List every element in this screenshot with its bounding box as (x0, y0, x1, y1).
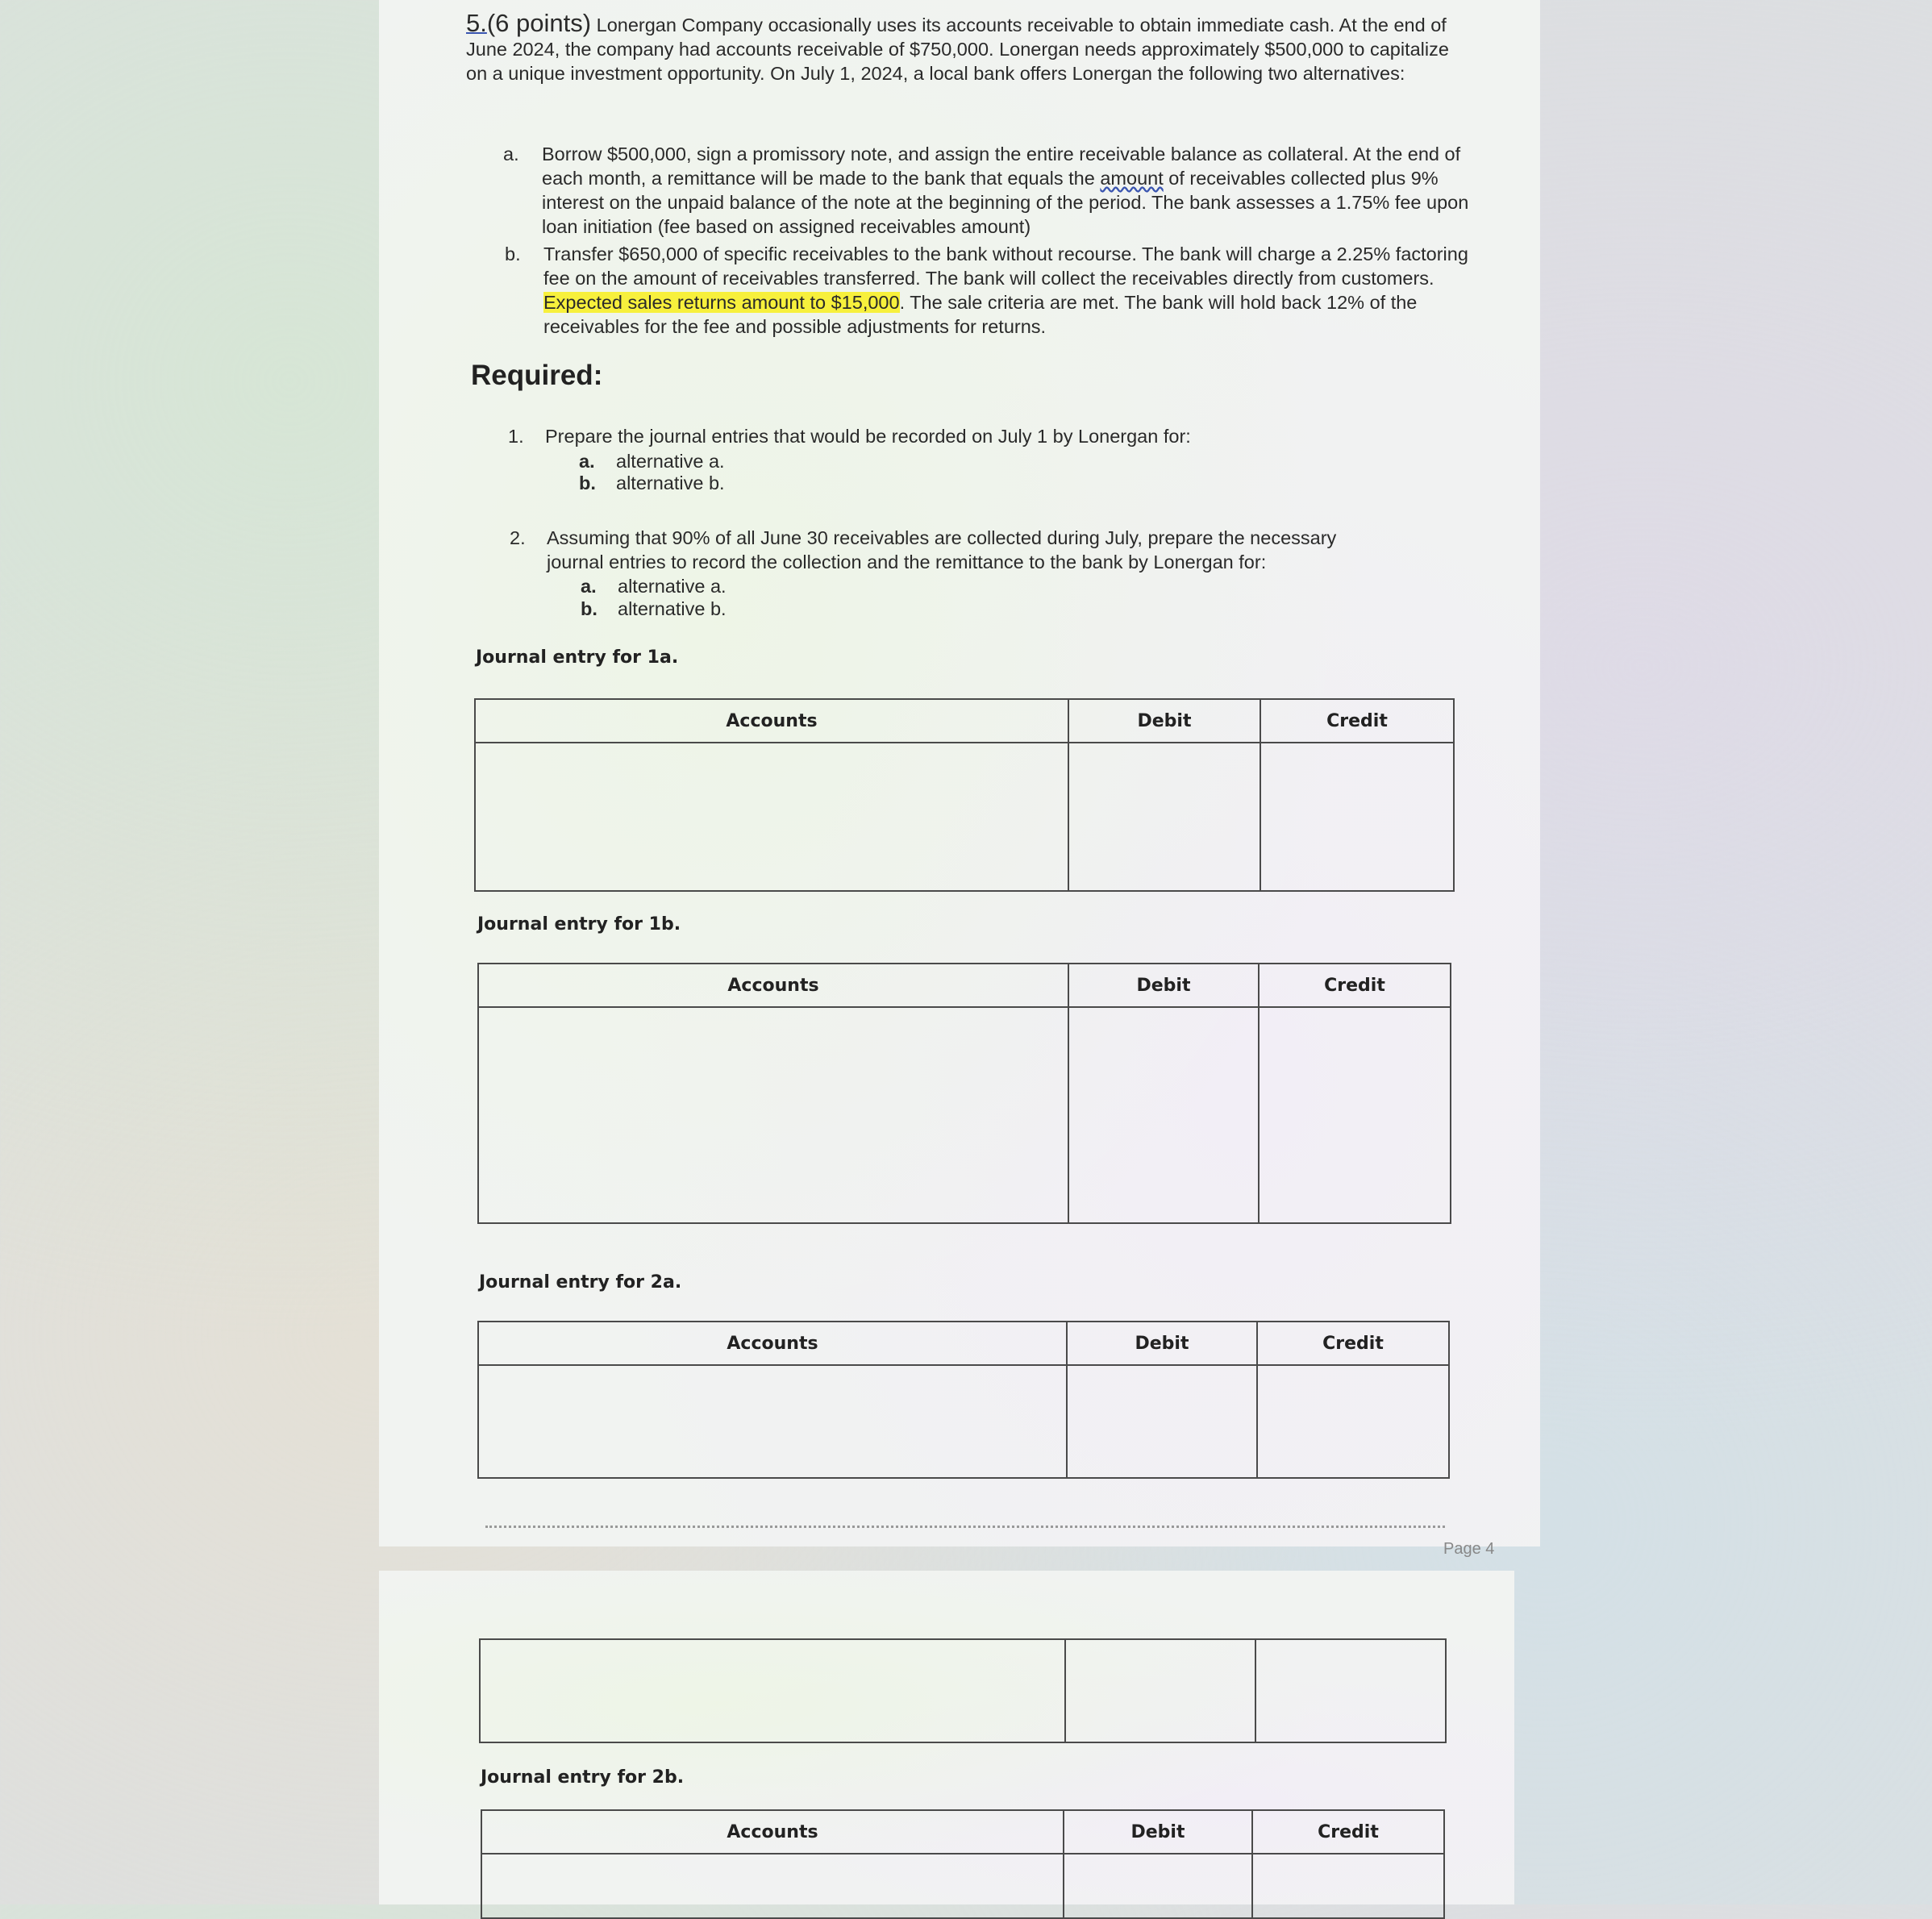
requirement-1-number: 1. (508, 426, 524, 447)
debit-cell[interactable] (1068, 743, 1260, 891)
credit-cell[interactable] (1252, 1854, 1444, 1918)
credit-header: Credit (1252, 1810, 1444, 1854)
requirement-2-number: 2. (510, 527, 526, 548)
credit-header: Credit (1257, 1322, 1449, 1365)
journal-table-2b (481, 1809, 1445, 1919)
alternative-b (505, 242, 1472, 339)
alternative-a-letter: a. (503, 144, 519, 164)
requirement-1 (508, 424, 1395, 448)
accounts-header: Accounts (478, 1322, 1067, 1365)
journal-table-1a (474, 698, 1455, 892)
journal-label-2b: Journal entry for 2b. (481, 1767, 685, 1788)
required-heading: Required: (471, 360, 603, 391)
spellcheck-word: amount (1100, 168, 1164, 189)
accounts-header: Accounts (481, 1810, 1064, 1854)
alternative-a (503, 142, 1471, 239)
accounts-header: Accounts (475, 699, 1068, 743)
page-number: Page 4 (1443, 1540, 1495, 1558)
debit-cell[interactable] (1065, 1639, 1255, 1742)
page-divider (485, 1526, 1445, 1528)
question-intro (466, 11, 1466, 85)
accounts-cell[interactable] (481, 1854, 1064, 1918)
journal-label-1a: Journal entry for 1a. (476, 647, 679, 668)
debit-header: Debit (1068, 964, 1259, 1007)
alternative-a-text-1: Borrow $500,000, sign a promissory note, and assign the entire receivable balance as collateral. At the end of each month, a remittance will be made to the bank that equals the (542, 144, 1461, 189)
accounts-cell[interactable] (475, 743, 1068, 891)
debit-header: Debit (1067, 1322, 1257, 1365)
credit-cell[interactable] (1255, 1639, 1446, 1742)
journal-table-2a (477, 1321, 1450, 1479)
alternative-b-letter: b. (505, 244, 521, 264)
journal-table-2a-continued (479, 1638, 1447, 1743)
credit-header: Credit (1259, 964, 1451, 1007)
question-number: 5. (466, 9, 487, 37)
accounts-cell[interactable] (478, 1007, 1068, 1223)
accounts-header: Accounts (478, 964, 1068, 1007)
question-points: (6 points) (486, 9, 592, 37)
alternative-a-text-2: of receivables collected plus 9% interest on the unpaid balance of the note at the beginning of the period. The bank assesses a 1.75% fee upon loan initiation (fee based on assigned receivables amount) (542, 168, 1469, 237)
debit-header: Debit (1064, 1810, 1252, 1854)
credit-cell[interactable] (1259, 1007, 1451, 1223)
requirement-2-sub-a: a. alternative a. (581, 576, 727, 597)
journal-label-2a: Journal entry for 2a. (479, 1272, 682, 1293)
debit-cell[interactable] (1064, 1854, 1252, 1918)
credit-cell[interactable] (1257, 1365, 1449, 1478)
accounts-cell[interactable] (478, 1365, 1067, 1478)
journal-table-1b (477, 963, 1451, 1224)
credit-header: Credit (1260, 699, 1454, 743)
requirement-2-text: Assuming that 90% of all June 30 receivables are collected during July, prepare the necessary journal entries to record the collection and the remittance to the bank by Lonergan for: (547, 527, 1337, 572)
alternative-b-text-2: . The sale criteria are met. The bank will hold back 12% of the receivables for the fee and possible adjustments for returns. (543, 292, 1418, 337)
requirement-2-sub-b: b. alternative b. (581, 598, 727, 619)
journal-label-1b: Journal entry for 1b. (477, 914, 681, 935)
credit-cell[interactable] (1260, 743, 1454, 891)
debit-header: Debit (1068, 699, 1260, 743)
alternative-b-text-1: Transfer $650,000 of specific receivables to the bank without recourse. The bank will charge a 2.25% factoring fee on the amount of receivables transferred. The bank will collect the receivables directly from customers. (543, 244, 1468, 289)
requirement-1-sub-b: b. alternative b. (579, 472, 725, 493)
debit-cell[interactable] (1067, 1365, 1257, 1478)
requirement-1-sub-a: a. alternative a. (579, 451, 725, 472)
highlighted-text: Expected sales returns amount to $15,000 (543, 292, 900, 313)
worksheet-page-5 (379, 1571, 1514, 1904)
accounts-cell[interactable] (480, 1639, 1065, 1742)
requirement-1-text: Prepare the journal entries that would be recorded on July 1 by Lonergan for: (545, 426, 1191, 447)
question-intro-text: Lonergan Company occasionally uses its accounts receivable to obtain immediate cash. At the end of June 2024, the company had accounts receivable of $750,000. Lonergan needs approximately $500,000 to capitalize on a unique investment opportunity. On July 1, 2024, a local bank offers Lonergan the following two alternatives: (466, 15, 1449, 84)
debit-cell[interactable] (1068, 1007, 1259, 1223)
worksheet-page-4 (379, 0, 1540, 1558)
requirement-2 (510, 526, 1397, 574)
